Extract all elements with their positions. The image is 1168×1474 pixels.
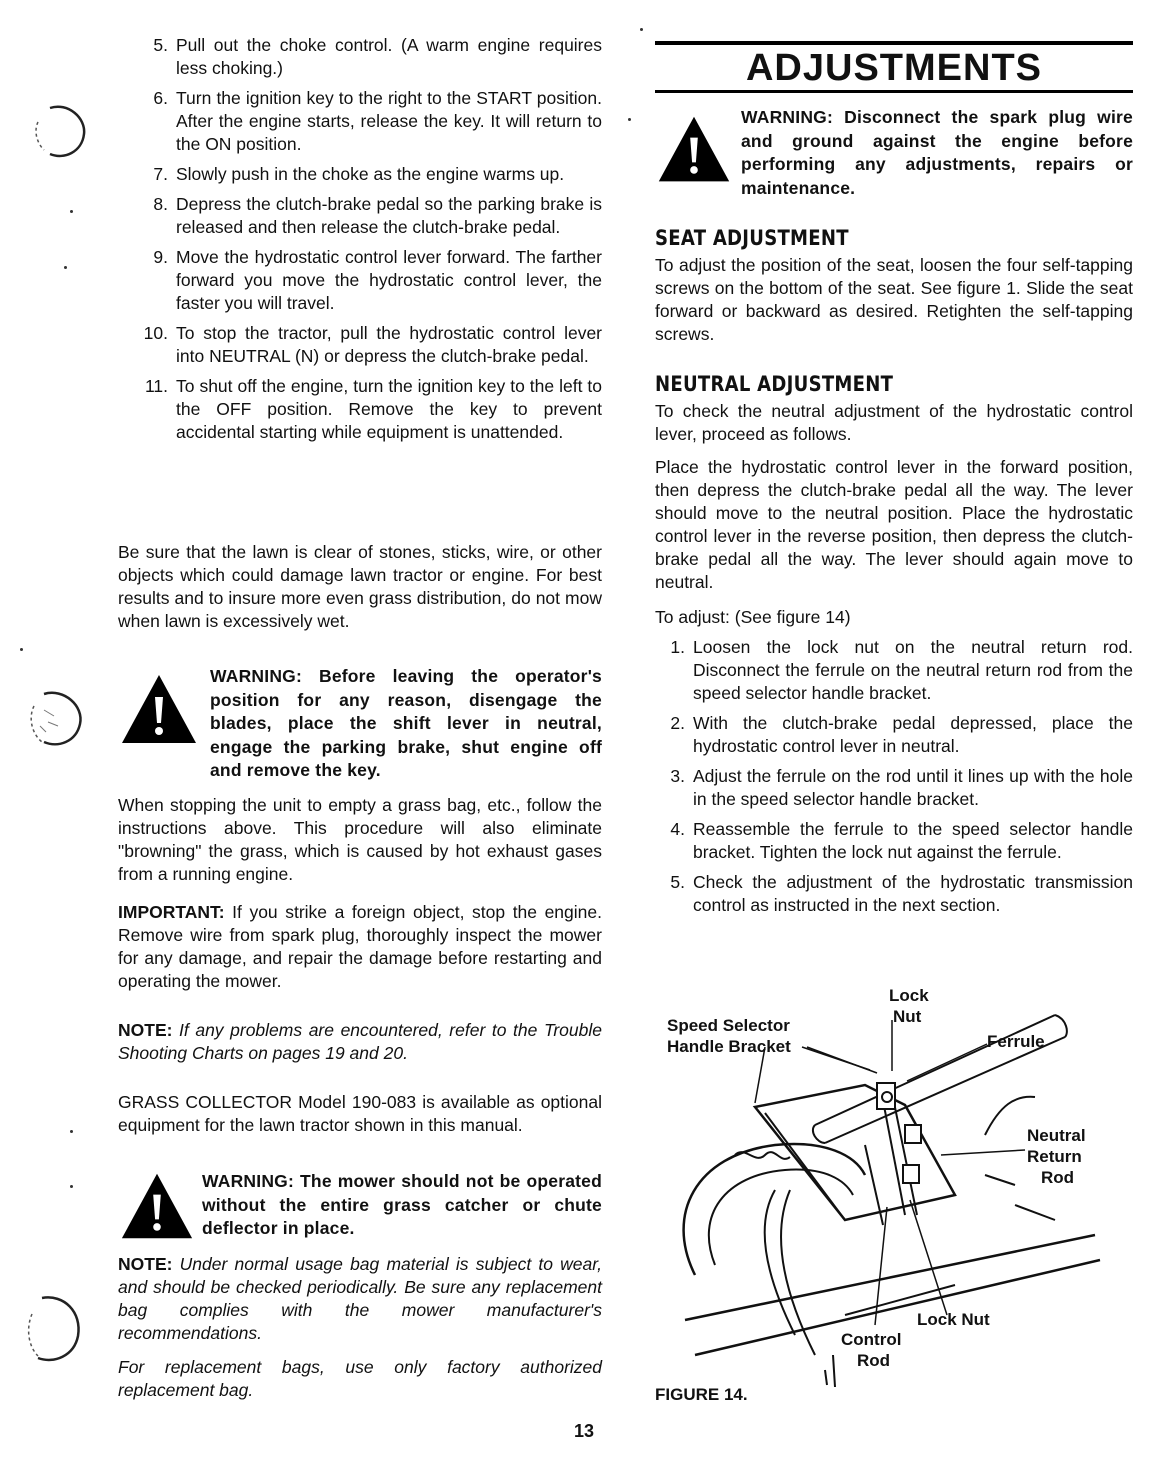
step-number: 1. (670, 637, 685, 657)
margin-mark (20, 648, 23, 651)
label-line: Neutral (1027, 1126, 1086, 1145)
label-line: Nut (893, 1007, 922, 1026)
seat-adjustment-text: To adjust the position of the seat, loosen the four self-tapping screws on the bottom of the seat. See figure 1. Slide the seat forward or backward as desired. Retighten the self-tapping screws. (655, 255, 1133, 344)
note-bag-paragraph (118, 1253, 602, 1345)
warning-mower-block (118, 1170, 602, 1244)
neutral-intro-text: To check the neutral adjustment of the hydrostatic control lever, proceed as follows. (655, 401, 1133, 444)
label-control-rod (841, 1329, 901, 1371)
page-title: ADJUSTMENTS (745, 47, 1043, 89)
step-number: 3. (670, 766, 685, 786)
grass-collector-paragraph: GRASS COLLECTOR Model 190-083 is available as optional equipment for the lawn tractor shown in this manual. (118, 1092, 602, 1135)
list-item (118, 246, 602, 315)
step-text: Depress the clutch-brake pedal so the parking brake is released and then release the clutch-brake pedal. (176, 194, 602, 237)
punch-hole-bottom (22, 1290, 88, 1370)
to-adjust-text: To adjust: (See figure 14) (655, 607, 851, 627)
step-number: 10. (143, 323, 168, 343)
step-text: Check the adjustment of the hydrostatic transmission control as instructed in the next section. (693, 872, 1133, 915)
margin-mark (628, 118, 631, 121)
warning-leaving-text: WARNING: Before leaving the operator's position for any reason, disengage the blades, place the shift lever in neutral, engage the parking brake, shut engine off and remove the key. (210, 666, 602, 780)
page-number: 13 (573, 1421, 595, 1441)
stopping-paragraph: When stopping the unit to empty a grass bag, etc., follow the instructions above. This procedure will also eliminate "browning" the grass, which is caused by hot exhaust gases from a running engine. (118, 795, 602, 884)
warning-triangle-icon (118, 671, 200, 749)
list-item (655, 818, 1133, 864)
list-item (118, 375, 602, 444)
step-number: 8. (153, 194, 168, 214)
label-ferrule: Ferrule (987, 1032, 1045, 1051)
step-text: To shut off the engine, turn the ignition key to the left to the OFF position. Remove the key to prevent accidental starting while equipment is unattended. (176, 376, 602, 442)
seat-adjustment-heading: SEAT ADJUSTMENT (655, 226, 849, 250)
punch-hole-top (28, 100, 90, 162)
warning-mower-text: WARNING: The mower should not be operated without the entire grass catcher or chute deflector in place. (202, 1171, 602, 1238)
margin-mark (640, 28, 643, 31)
list-item (655, 636, 1133, 705)
important-paragraph (118, 901, 602, 993)
list-item (118, 87, 602, 156)
step-text: With the clutch-brake pedal depressed, place the hydrostatic control lever in neutral. (693, 713, 1133, 756)
step-text: Slowly push in the choke as the engine warms up. (176, 164, 565, 184)
step-number: 5. (670, 872, 685, 892)
list-item (118, 163, 602, 186)
step-number: 6. (153, 88, 168, 108)
neutral-adjustment-heading: NEUTRAL ADJUSTMENT (655, 372, 894, 396)
neutral-place-text: Place the hydrostatic control lever in the forward position, then depress the clutch-brake pedal all the way. The lever should move to the neutral position. Place the hydrostatic control lever in the reverse position, then depress the clutch-brake pedal all the way. The lever should again move to neutral. (655, 457, 1133, 592)
note-trouble-paragraph (118, 1019, 602, 1065)
list-item (655, 871, 1133, 917)
label-line: Handle Bracket (667, 1037, 791, 1056)
important-text: If you strike a foreign object, stop the engine. Remove wire from spark plug, thoroughly inspect the mower for any damage, and repair the damage before restarting and operating the mower. (118, 902, 602, 991)
margin-mark (70, 1185, 73, 1188)
step-text: Pull out the choke control. (A warm engine requires less choking.) (176, 35, 602, 78)
title-rule-bottom (655, 90, 1133, 93)
step-text: Move the hydrostatic control lever forward. The farther forward you move the hydrostatic control lever, the faster you will travel. (176, 247, 602, 313)
label-line: Rod (857, 1351, 891, 1370)
warning-spark-block (655, 106, 1133, 200)
step-number: 7. (153, 164, 168, 184)
label-lock-nut-bottom: Lock Nut (917, 1310, 990, 1329)
label-line: Rod (1041, 1168, 1075, 1187)
label-lock-nut-top (889, 985, 929, 1027)
warning-triangle-icon (655, 112, 733, 188)
figure-14 (655, 975, 1125, 1395)
step-number: 9. (153, 247, 168, 267)
margin-mark (64, 266, 67, 269)
list-item (118, 34, 602, 80)
note-bag-text: Under normal usage bag material is subject to wear, and should be checked periodically. Be sure any replacement bag complies with the mower manufacturer's recommendations. (118, 1254, 602, 1343)
warning-triangle-icon (118, 1170, 196, 1244)
label-neutral-return-rod (1027, 1125, 1086, 1188)
note-label: NOTE: (118, 1020, 173, 1040)
step-number: 5. (153, 35, 168, 55)
figure-caption: FIGURE 14. (655, 1385, 748, 1404)
step-text: Adjust the ferrule on the rod until it lines up with the hole in the speed selector handle bracket. (693, 766, 1133, 809)
margin-mark (70, 210, 73, 213)
punch-hole-middle (24, 686, 88, 752)
list-item (118, 193, 602, 239)
note-trouble-text: If any problems are encountered, refer to the Trouble Shooting Charts on pages 19 and 20. (118, 1020, 602, 1063)
operating-steps-list (118, 34, 602, 451)
step-text: Turn the ignition key to the right to the START position. After the engine starts, release the key. It will return to the ON position. (176, 88, 602, 154)
warning-spark-text: WARNING: Disconnect the spark plug wire and ground against the engine before performing any adjustments, repairs or maintenance. (741, 107, 1133, 198)
step-text: To stop the tractor, pull the hydrostatic control lever into NEUTRAL (N) or depress the clutch-brake pedal. (176, 323, 602, 366)
label-line: Speed Selector (667, 1016, 790, 1035)
step-text: Loosen the lock nut on the neutral return rod. Disconnect the ferrule on the neutral return rod from the speed selector handle bracket. (693, 637, 1133, 703)
warning-leaving-block (118, 665, 602, 783)
important-label: IMPORTANT: (118, 902, 225, 922)
label-line: Lock (889, 986, 929, 1005)
step-number: 2. (670, 713, 685, 733)
step-number: 4. (670, 819, 685, 839)
replacement-bags-paragraph: For replacement bags, use only factory authorized replacement bag. (118, 1357, 602, 1400)
step-number: 11. (144, 376, 168, 396)
label-line: Return (1027, 1147, 1082, 1166)
lawn-paragraph: Be sure that the lawn is clear of stones, sticks, wire, or other objects which could damage lawn tractor or engine. For best results and to insure more even grass distribution, do not mow when lawn is excessively wet. (118, 542, 602, 631)
list-item (118, 322, 602, 368)
title-rule-top (655, 41, 1133, 45)
note-label: NOTE: (118, 1254, 173, 1274)
adjust-steps-list (655, 636, 1133, 924)
list-item (655, 712, 1133, 758)
margin-mark (70, 1130, 73, 1133)
list-item (655, 765, 1133, 811)
step-text: Reassemble the ferrule to the speed selector handle bracket. Tighten the lock nut against the ferrule. (693, 819, 1133, 862)
label-speed-selector (667, 1015, 791, 1057)
label-line: Control (841, 1330, 902, 1349)
